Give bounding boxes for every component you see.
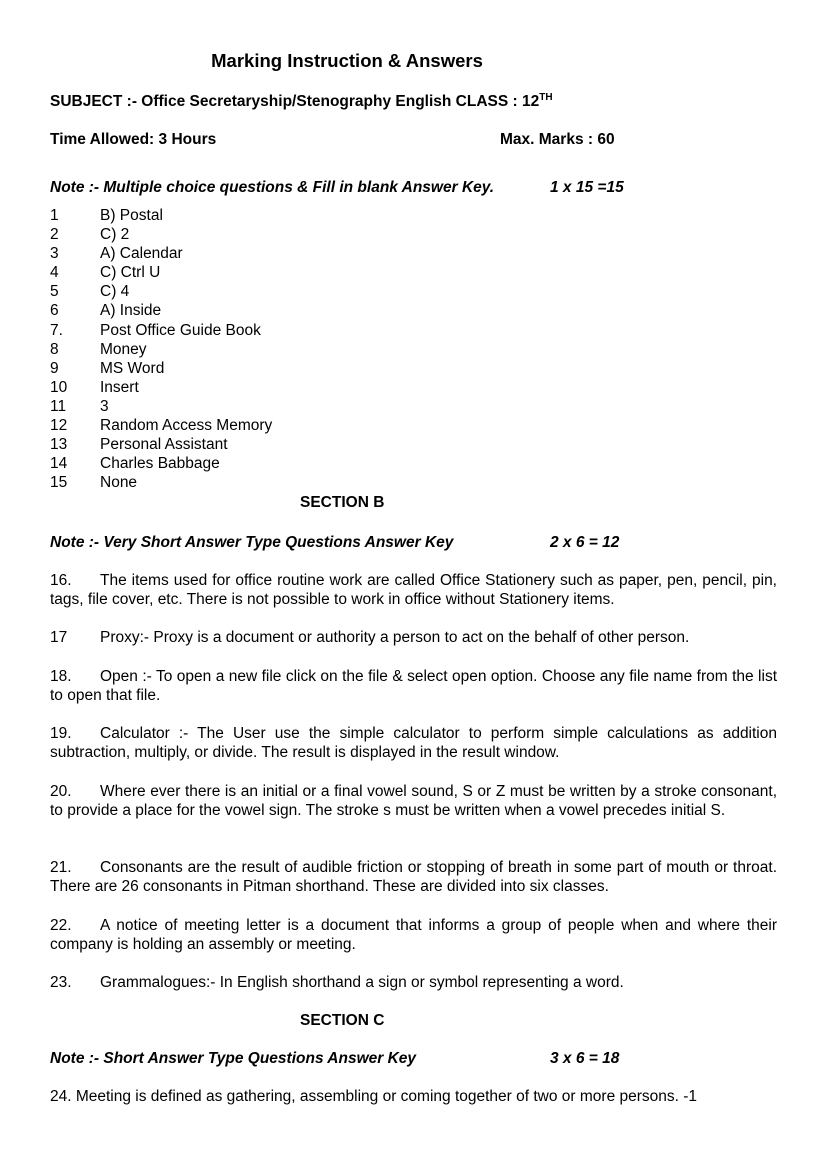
page-title: Marking Instruction & Answers: [211, 50, 483, 71]
answer-paragraph: [50, 667, 777, 705]
list-item: [50, 321, 272, 340]
answer-text: Money: [100, 340, 147, 358]
section-b-note: [50, 534, 777, 552]
time-allowed: Time Allowed: 3 Hours: [50, 131, 217, 148]
answer-number: 8: [50, 340, 59, 358]
answer-text: The items used for office routine work are called Office Stationery such as paper, pen, pencil, pin, tags, file cover, etc. There is not possible to work in office without Stationery items.: [50, 572, 777, 609]
answer-text: Consonants are the result of audible friction or stopping of breath in some part of mouth or throat. There are 26 consonants in Pitman shorthand. These are divided into six classes.: [50, 859, 777, 896]
mcq-answer-list: [50, 206, 272, 492]
section-c-note: [50, 1050, 777, 1068]
list-item: [50, 473, 272, 492]
answer-text: MS Word: [100, 359, 165, 377]
list-item: [50, 416, 272, 435]
answer-text: Random Access Memory: [100, 417, 273, 435]
list-item: [50, 454, 272, 473]
answer-paragraph: [50, 724, 777, 762]
list-item: [50, 378, 272, 397]
answer-number: 7.: [50, 321, 63, 339]
section-a-marks: 1 x 15 =15: [550, 179, 624, 196]
answer-text: B) Postal: [100, 207, 163, 224]
answer-text: Calculator :- The User use the simple calculator to perform simple calculations as addition subtraction, multiply, or divide. The result is displayed in the result window.: [50, 725, 777, 762]
subject-text: SUBJECT :- Office Secretaryship/Stenography English CLASS : 12: [50, 93, 540, 111]
answer-text: Open :- To open a new file click on the file & select open option. Choose any file name from the list to open that file.: [50, 668, 777, 705]
answer-paragraph: [50, 782, 777, 820]
section-b-heading: SECTION B: [300, 494, 385, 511]
answer-number: 17: [50, 629, 68, 646]
answer-24: 24. Meeting is defined as gathering, assembling or coming together of two or more persons. -1: [50, 1088, 698, 1105]
answer-number: 11: [50, 397, 67, 415]
answer-number: 21.: [50, 859, 72, 876]
answer-paragraph: [50, 916, 777, 954]
answer-text: Charles Babbage: [100, 455, 220, 473]
answer-text: A) Calendar: [100, 245, 183, 263]
answer-number: 22.: [50, 917, 72, 934]
answer-number: 18.: [50, 668, 72, 685]
answer-text: Post Office Guide Book: [100, 321, 261, 339]
answer-number: 10: [50, 378, 68, 396]
list-item: [50, 301, 272, 320]
answer-paragraph: [50, 973, 777, 992]
answer-number: 5: [50, 283, 59, 301]
list-item: [50, 244, 272, 263]
list-item: [50, 397, 272, 416]
answer-number: 3: [50, 245, 59, 263]
section-b-marks: 2 x 6 = 12: [550, 534, 620, 551]
answer-paragraph: [50, 571, 777, 609]
answer-number: 4: [50, 264, 59, 282]
answer-text: Grammalogues:- In English shorthand a sign or symbol representing a word.: [100, 974, 624, 991]
list-item: [50, 359, 272, 378]
list-item: [50, 225, 272, 244]
answer-number: 20.: [50, 783, 72, 800]
answer-text: C) Ctrl U: [100, 264, 161, 282]
answer-text: None: [100, 474, 138, 492]
section-c-heading: SECTION C: [300, 1012, 385, 1029]
answer-paragraph: [50, 628, 777, 647]
section-b-note-text: Note :- Very Short Answer Type Questions Answer Key: [50, 534, 454, 551]
answer-text: Insert: [100, 378, 139, 396]
answer-number: 9: [50, 359, 59, 377]
answer-paragraph: [50, 858, 777, 896]
answer-number: 6: [50, 302, 59, 320]
answer-text: 3: [100, 397, 109, 415]
answer-number: 1: [50, 207, 59, 224]
answer-text: A) Inside: [100, 302, 162, 320]
section-c-marks: 3 x 6 = 18: [550, 1050, 620, 1067]
list-item: [50, 340, 272, 359]
answer-text: C) 4: [100, 283, 130, 301]
answer-number: 13: [50, 436, 68, 454]
max-marks: Max. Marks : 60: [500, 131, 615, 148]
answer-number: 23.: [50, 974, 72, 991]
list-item: [50, 435, 272, 454]
answer-number: 19.: [50, 725, 72, 742]
answer-text: C) 2: [100, 226, 130, 244]
answer-number: 12: [50, 417, 68, 435]
list-item: [50, 282, 272, 301]
answer-number: 14: [50, 455, 68, 473]
list-item: [50, 206, 272, 225]
section-c-note-text: Note :- Short Answer Type Questions Answer Key: [50, 1050, 417, 1067]
answer-number: 16.: [50, 572, 72, 589]
class-superscript: TH: [539, 92, 553, 103]
answer-text: A notice of meeting letter is a document that informs a group of people when and where their company is holding an assembly or meeting.: [50, 917, 777, 954]
answer-text: Proxy:- Proxy is a document or authority a person to act on the behalf of other person.: [100, 629, 690, 646]
answer-number: 15: [50, 474, 68, 492]
section-a-note: [50, 179, 777, 197]
section-a-note-text: Note :- Multiple choice questions & Fill in blank Answer Key.: [50, 179, 495, 196]
answer-text: Personal Assistant: [100, 436, 228, 454]
list-item: [50, 263, 272, 282]
answer-number: 2: [50, 226, 59, 244]
answer-text: Where ever there is an initial or a final vowel sound, S or Z must be written by a stroke consonant, to provide a place for the vowel sign. The stroke s must be written when a vowel precedes initial S.: [50, 783, 777, 820]
subject-line: [50, 92, 553, 111]
